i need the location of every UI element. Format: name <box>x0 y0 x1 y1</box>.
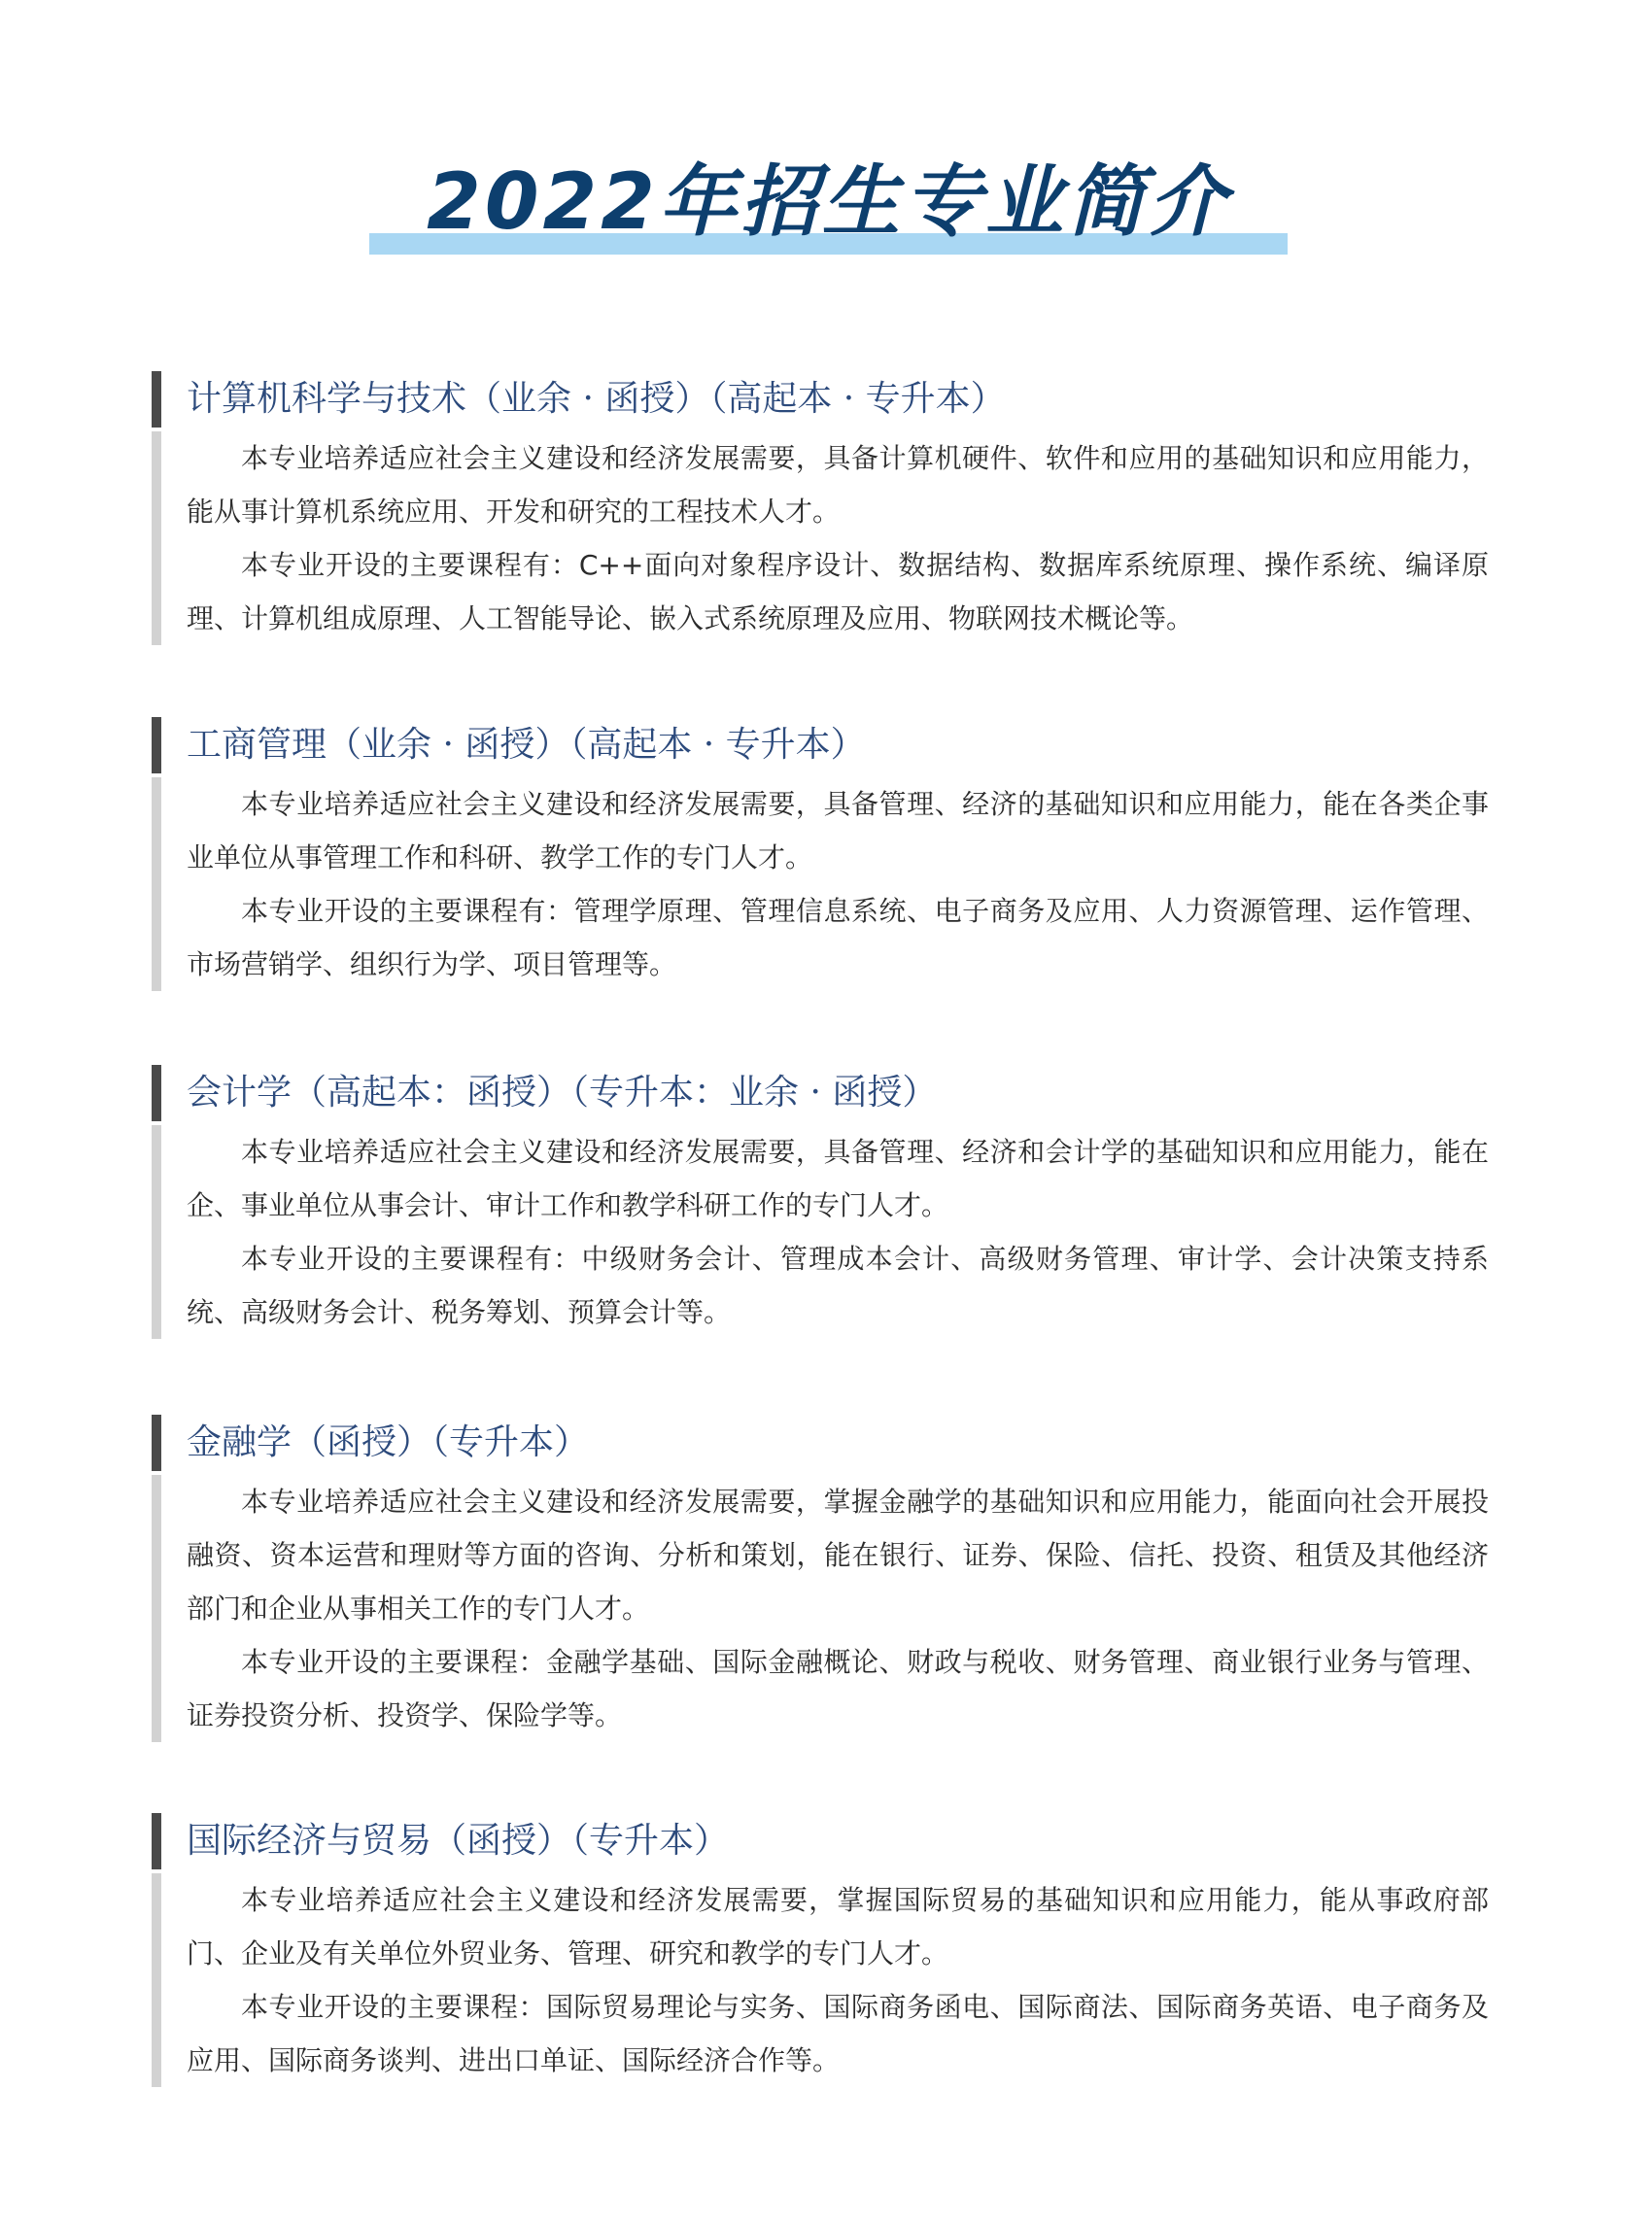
section-header-bar <box>152 717 161 773</box>
section-description: 本专业培养适应社会主义建设和经济发展需要，掌握金融学的基础知识和应用能力，能面向社会开展投融资、资本运营和理财等方面的咨询、分析和策划，能在银行、证券、保险、信托、投资、租赁及其他经济部门和企业从事相关工作的专门人才。 <box>187 1486 1489 1625</box>
major-section-finance <box>152 1415 1493 1742</box>
section-body <box>152 1873 1493 2087</box>
section-courses: 本专业开设的主要课程有：管理学原理、管理信息系统、电子商务及应用、人力资源管理、运作管理、市场营销学、组织行为学、项目管理等。 <box>187 895 1489 980</box>
section-body-bar <box>152 1873 161 2087</box>
major-section-computer-science <box>152 371 1493 645</box>
section-body <box>152 1475 1493 1742</box>
section-header <box>152 717 1493 775</box>
section-title: 工商管理（业余 · 函授）（高起本 · 专升本） <box>187 725 866 765</box>
section-courses: 本专业开设的主要课程：金融学基础、国际金融概论、财政与税收、财务管理、商业银行业务与管理、证券投资分析、投资学、保险学等。 <box>187 1646 1489 1731</box>
section-description: 本专业培养适应社会主义建设和经济发展需要，掌握国际贸易的基础知识和应用能力，能从事政府部门、企业及有关单位外贸业务、管理、研究和教学的专门人才。 <box>187 1884 1489 1969</box>
major-section-international-trade <box>152 1813 1493 2087</box>
section-header-bar <box>152 1415 161 1471</box>
section-description: 本专业培养适应社会主义建设和经济发展需要，具备管理、经济的基础知识和应用能力，能在各类企事业单位从事管理工作和科研、教学工作的专门人才。 <box>187 788 1489 873</box>
section-description: 本专业培养适应社会主义建设和经济发展需要，具备管理、经济和会计学的基础知识和应用能力，能在企、事业单位从事会计、审计工作和教学科研工作的专门人才。 <box>187 1136 1489 1221</box>
section-title: 金融学（函授）（专升本） <box>187 1422 590 1462</box>
section-body <box>152 1125 1493 1339</box>
section-title: 会计学（高起本：函授）（专升本：业余 · 函授） <box>187 1073 938 1113</box>
section-header-bar <box>152 371 161 428</box>
major-section-accounting <box>152 1065 1493 1339</box>
section-title: 计算机科学与技术（业余 · 函授）（高起本 · 专升本） <box>187 379 1006 419</box>
section-header <box>152 1813 1493 1871</box>
page-title: 2022年招生专业简介 <box>427 156 1230 247</box>
section-body-bar <box>152 431 161 645</box>
page-header <box>369 146 1288 262</box>
major-section-business-administration <box>152 717 1493 991</box>
section-body <box>152 431 1493 645</box>
section-header <box>152 1065 1493 1123</box>
section-body <box>152 777 1493 991</box>
section-body-bar <box>152 1475 161 1742</box>
section-header <box>152 371 1493 429</box>
section-header-bar <box>152 1065 161 1121</box>
section-body-bar <box>152 1125 161 1339</box>
section-title: 国际经济与贸易（函授）（专升本） <box>187 1821 730 1861</box>
section-header-bar <box>152 1813 161 1869</box>
section-header <box>152 1415 1493 1473</box>
section-courses: 本专业开设的主要课程有：中级财务会计、管理成本会计、高级财务管理、审计学、会计决策支持系统、高级财务会计、税务筹划、预算会计等。 <box>187 1243 1489 1328</box>
section-courses: 本专业开设的主要课程：国际贸易理论与实务、国际商务函电、国际商法、国际商务英语、电子商务及应用、国际商务谈判、进出口单证、国际经济合作等。 <box>187 1991 1489 2076</box>
section-body-bar <box>152 777 161 991</box>
section-description: 本专业培养适应社会主义建设和经济发展需要，具备计算机硬件、软件和应用的基础知识和应用能力，能从事计算机系统应用、开发和研究的工程技术人才。 <box>187 442 1489 528</box>
section-courses: 本专业开设的主要课程有：C++面向对象程序设计、数据结构、数据库系统原理、操作系统、编译原理、计算机组成原理、人工智能导论、嵌入式系统原理及应用、物联网技术概论等。 <box>187 549 1489 634</box>
